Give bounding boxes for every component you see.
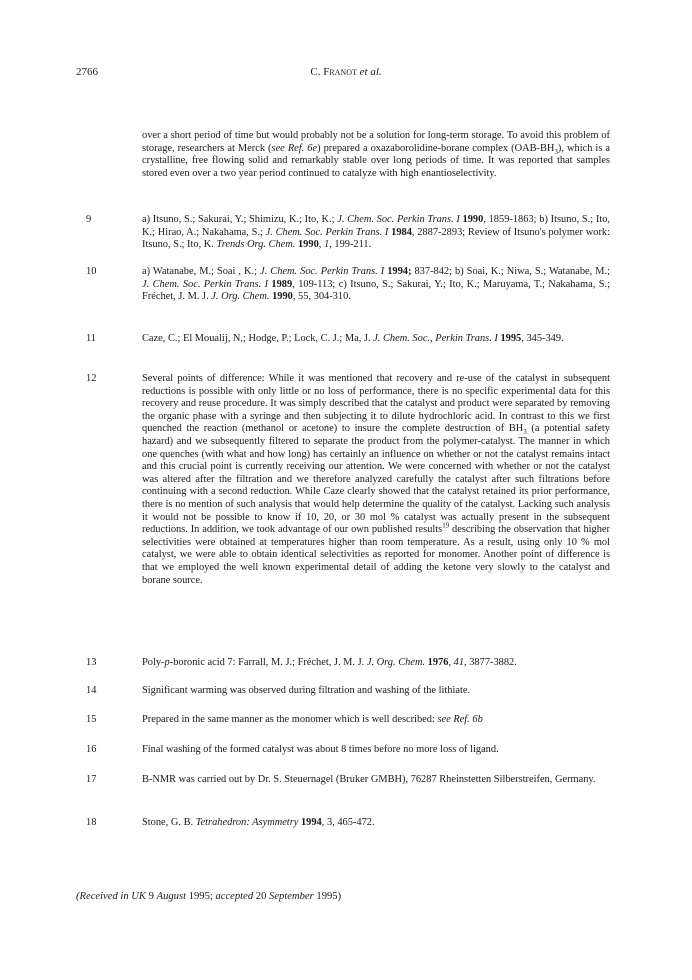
text: , 1859-1863; — [483, 214, 537, 225]
text: describing the observation that higher selectivities were obtained at temperatures higher than room temperature. As a result, using only 10 % mol catalyst, we were able to obtain identical selectivities as reported for monomer. Another point of difference is that we employed the well known experimental detail of adding the ketone very slowly to the catalyst and borane source. — [142, 524, 610, 586]
text: , 199-211. — [329, 239, 372, 251]
text: , 109-113; c) Itsuno, S.; Sakurai, Y.; Ito, K.; Maruyama, T.; Nakahama, S.; Fréchet, J. M. J. — [142, 278, 610, 303]
volume: 41 — [453, 657, 465, 668]
author-initial: C. — [310, 66, 324, 78]
note-text — [142, 657, 610, 670]
author-surname: Franot — [323, 66, 357, 78]
text: August — [156, 891, 187, 902]
note-number: 17 — [86, 774, 97, 785]
text: 1995) — [313, 891, 342, 902]
text: -boronic acid 7: Farrall, M. J.; Fréchet, J. M. J. — [169, 657, 367, 668]
text: , 55, 304-310. — [292, 291, 351, 303]
journal: J. Chem. Soc. Perkin Trans. I — [265, 226, 389, 238]
text: September — [269, 891, 314, 902]
text: 9 — [146, 891, 157, 902]
year: 1990 — [459, 214, 484, 225]
text: Review of Itsuno's polymer work: Itsuno, S.; Ito, K. — [142, 226, 610, 251]
text: , 345-349. — [521, 333, 564, 344]
text: 1995; — [186, 891, 216, 902]
text: accepted — [215, 891, 254, 902]
journal: J. Chem. Soc., Perkin Trans. I — [373, 333, 498, 344]
received-line — [76, 891, 341, 902]
text: Poly- — [142, 657, 165, 668]
journal: Tetrahedron: Asymmetry — [195, 817, 299, 828]
note-number: 9 — [86, 214, 92, 225]
note-number: 12 — [86, 373, 97, 384]
year: 1984 — [388, 226, 412, 238]
subscript: 3 — [523, 428, 527, 437]
note-text — [142, 817, 610, 830]
year: 1990 — [295, 239, 319, 251]
text: 837-842; b) Soai, K.; Niwa, S.; Watanabe, M.; — [411, 266, 611, 277]
ref: see Ref. 6e — [271, 142, 318, 154]
note-text: Significant warming was observed during filtration and washing of the lithiate. — [142, 685, 471, 696]
text: ) prepared a oxazaborolidine-borane complex (OAB-BH — [317, 142, 555, 154]
text: (a potential safety hazard) and we subsequently filtered to separate the product from the polymer-catalyst. The manner in which one quenches (with what and how long) has certainly an influence on whether or not the catalyst remains intact and this crucial point is currently receiving our attention. We were concerned with whether or not the catalyst was altered after the filtration and we therefore analyzed carefully the catalyst after such filtrations before continuing with a second reduction. While Caze clearly showed that the catalyst retained its prior performance, there is no mention of such analysis that would help determine the quality of the catalyst. Lacking such analysis it would not be possible to know if 10, 20, or 30 mol % catalyst was actually present in the subsequent reductions. In addition, we took advantage of our own published results — [142, 423, 610, 536]
text: Prepared in the same manner as the monomer which is well described: — [142, 714, 438, 725]
note-number: 13 — [86, 657, 97, 668]
running-head — [0, 66, 692, 78]
text: , — [318, 239, 324, 251]
year: 1995 — [497, 333, 522, 344]
note-text — [142, 373, 610, 587]
text: a) Itsuno, S.; Sakurai, Y.; Shimizu, K.; Ito, K.; — [142, 214, 338, 225]
journal: J. Chem. Soc. Perkin Trans. I — [142, 278, 269, 290]
text: a) Watanabe, M.; Soai , K.; — [142, 266, 261, 277]
year: 1994; — [384, 266, 412, 277]
note-number: 15 — [86, 714, 97, 725]
text: , — [448, 657, 454, 668]
note-text — [142, 333, 610, 346]
journal: J. Org. Chem. — [366, 657, 426, 668]
text: ), which is a crystalline, free flowing solid and remarkably stable over long periods of time. It was reported that samples stored even over a two year period continued to catalyze with high enantioselectivity. — [142, 142, 611, 179]
note-number: 14 — [86, 685, 97, 696]
ref: see Ref. 6b — [437, 714, 483, 725]
superscript: 19 — [442, 521, 450, 530]
text: , 3, 465-472. — [321, 817, 375, 828]
note-number: 18 — [86, 817, 97, 828]
journal: Trends Org. Chem. — [216, 239, 296, 251]
page-number: 2766 — [76, 66, 98, 78]
author-suffix: et al. — [356, 66, 382, 78]
journal: J. Chem. Soc. Perkin Trans. I — [337, 214, 460, 225]
volume: 1 — [323, 239, 330, 251]
journal: J. Org. Chem. — [211, 291, 270, 303]
text: Stone, G. B. — [142, 817, 196, 828]
note-text: B-NMR was carried out by Dr. S. Steuernagel (Bruker GMBH), 76287 Rheinstetten Silberstreifen, Germany. — [142, 774, 596, 785]
text: , 3877-3882. — [464, 657, 517, 668]
note-number: 16 — [86, 744, 97, 755]
year: 1976 — [425, 657, 449, 668]
journal: J. Chem. Soc. Perkin Trans. I — [260, 266, 385, 277]
year: 1990 — [269, 291, 293, 303]
year: 1994 — [298, 817, 322, 828]
note-number: 10 — [86, 266, 97, 277]
subscript: 3 — [554, 147, 558, 156]
note-number: 11 — [86, 333, 97, 344]
text: (Received in UK — [76, 891, 147, 902]
text: Caze, C.; El Moualij, N,; Hodge, P.; Lock, C. J.; Ma, J. — [142, 333, 374, 344]
italic: p — [164, 657, 170, 668]
note-text: Final washing of the formed catalyst was about 8 times before no more loss of ligand. — [142, 744, 499, 755]
note-text — [142, 214, 610, 252]
note-text — [142, 266, 610, 304]
text: b) Itsuno, S.; Ito, K.; Hirao, A.; Nakahama, S.; — [142, 214, 610, 238]
text: , 2887-2893; — [411, 226, 466, 238]
text: 20 — [253, 891, 270, 902]
note-text — [142, 714, 610, 727]
year: 1989 — [268, 278, 293, 290]
text: over a short period of time but would probably not be a solution for long-term storage. To avoid this problem of storage, researchers at Merck ( — [142, 130, 610, 154]
text: Several points of difference: While it was mentioned that recovery and re-use of the catalyst in subsequent reductions is possible with only little or no loss of performance, there is no specific experimental data for this recovery and reuse procedure. It was simply described that the catalyst and product were separated by removing the organic phase with a syringe and then subjecting it to dilute hydrochloric acid. In contrast to this we first quenched the reaction (methanol or acetone) to insure the complete destruction of BH — [142, 373, 610, 435]
continuation-paragraph — [142, 130, 610, 180]
